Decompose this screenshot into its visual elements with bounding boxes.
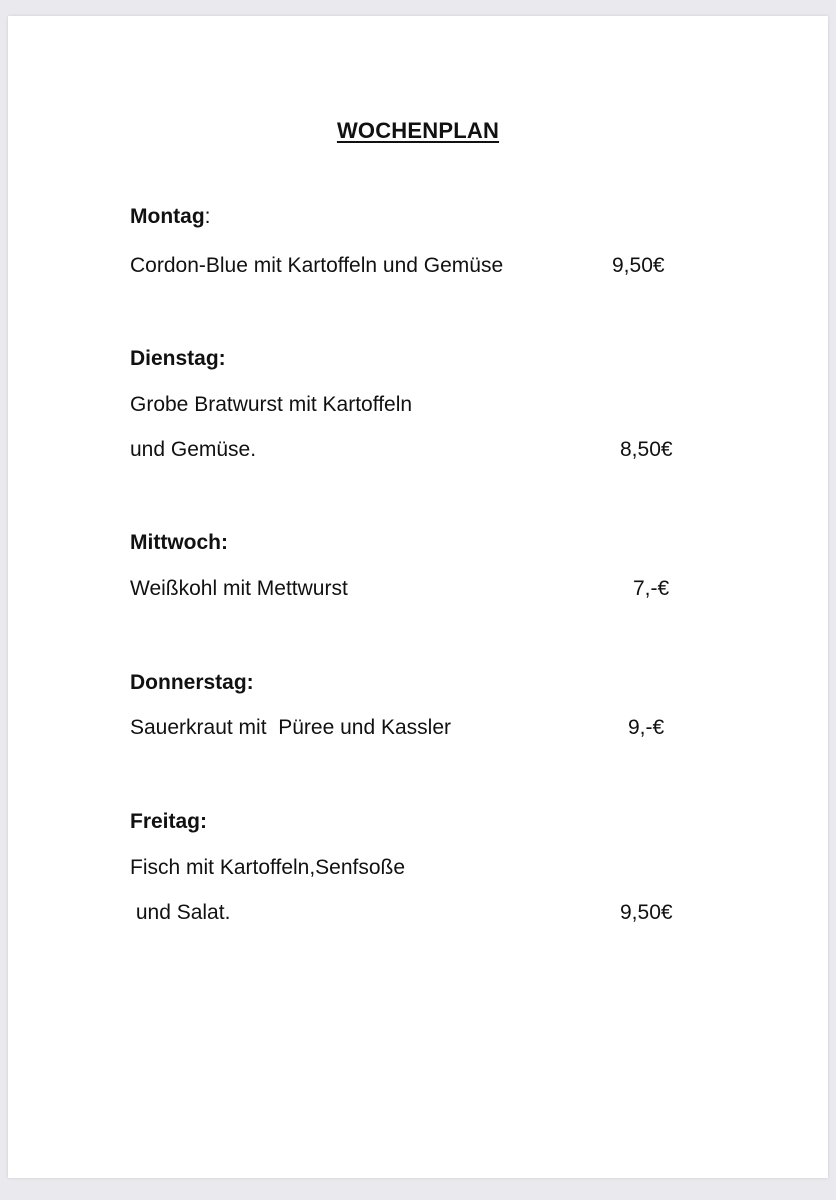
dish-tuesday-line-1: Grobe Bratwurst mit Kartoffeln — [130, 393, 413, 416]
day-heading-monday — [130, 205, 211, 229]
price-tuesday: 8,50€ — [620, 438, 673, 461]
dish-monday: Cordon-Blue mit Kartoffeln und Gemüse — [130, 254, 504, 277]
day-heading-wednesday: Mittwoch: — [130, 531, 228, 554]
day-name-monday: Montag — [130, 205, 205, 228]
document-page — [8, 16, 828, 1178]
day-heading-friday: Freitag: — [130, 810, 208, 833]
page-title: WOCHENPLAN — [336, 118, 500, 143]
price-wednesday: 7,-€ — [633, 577, 670, 600]
dish-friday-line-1: Fisch mit Kartoffeln,Senfsoße — [130, 856, 406, 879]
price-monday: 9,50€ — [612, 254, 665, 277]
price-friday: 9,50€ — [620, 901, 673, 924]
price-thursday: 9,-€ — [628, 716, 665, 739]
dish-thursday: Sauerkraut mit Püree und Kassler — [130, 716, 451, 739]
day-heading-tuesday: Dienstag: — [130, 347, 226, 370]
dish-friday-line-2: und Salat. — [130, 901, 231, 924]
day-colon-monday: : — [204, 205, 211, 228]
day-heading-thursday: Donnerstag: — [130, 671, 254, 694]
dish-wednesday: Weißkohl mit Mettwurst — [130, 577, 348, 600]
dish-tuesday-line-2: und Gemüse. — [130, 438, 257, 461]
